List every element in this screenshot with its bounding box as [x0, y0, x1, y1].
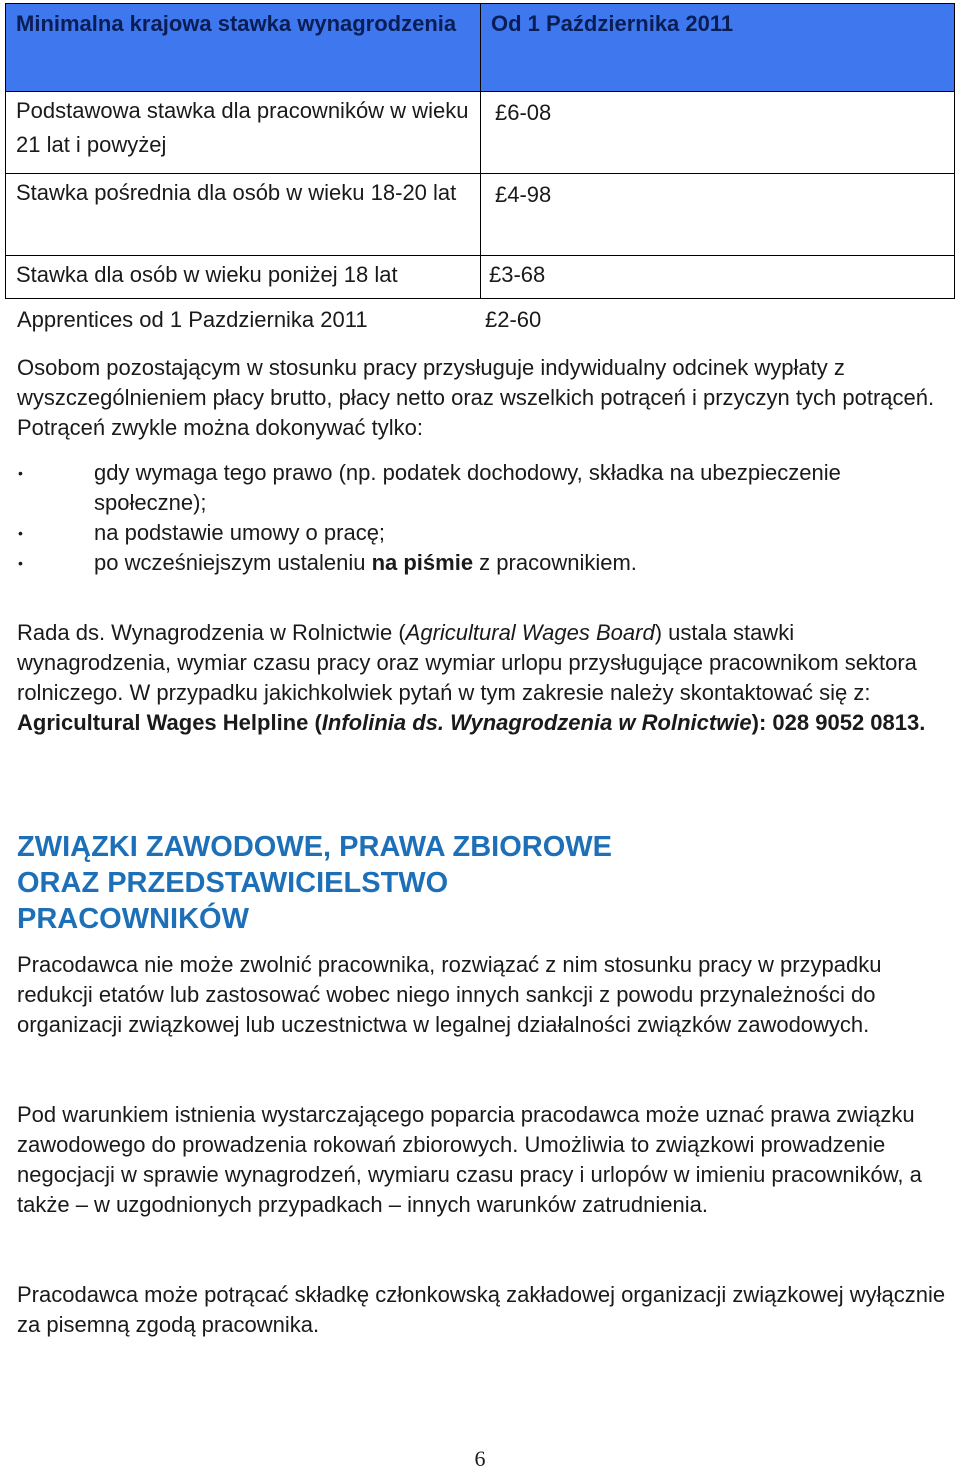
rate-label: Stawka dla osób w wieku poniżej 18 lat: [6, 256, 481, 299]
board-text-rest: ) ustala stawki wynagrodzenia, wymiar czasu pracy oraz wymiar urlopu przysługujące pracownikom sektora rolniczego. W przypadku jakichkolwiek pytań w tym zakresie należy skontaktować się z:: [17, 620, 917, 705]
deductions-list: [17, 458, 947, 578]
board-name-english: Agricultural Wages Board: [405, 620, 655, 645]
list-item-text-end: z pracownikiem.: [473, 550, 637, 575]
apprentices-rate: [17, 305, 947, 339]
deductions-section: [17, 353, 947, 578]
heading-line: ZWIĄZKI ZAWODOWE, PRAWA ZBIOROWE: [17, 831, 612, 863]
paragraph-text: Pracodawca nie może zwolnić pracownika, rozwiązać z nim stosunku pracy w przypadku redukcji etatów lub zastosować wobec niego innych sankcji z powodu przynależności do organizacji związkowej lub uczestnictwa w legalnej działalności związków zawodowych.: [17, 952, 882, 1037]
list-item: [17, 518, 947, 548]
helpline-name: Agricultural Wages Helpline (: [17, 710, 322, 735]
wages-board-paragraph: [17, 618, 947, 738]
bullet-icon: •: [18, 525, 23, 541]
table-row: [6, 92, 955, 174]
minimum-wage-table: [5, 3, 955, 299]
rate-value: £4-98: [481, 174, 955, 256]
apprentices-label: Apprentices od 1 Pazdziernika 2011: [17, 307, 368, 332]
list-item-emphasis: na piśmie: [371, 550, 474, 575]
rate-value: £3-68: [481, 256, 955, 299]
rate-label: Stawka pośrednia dla osób w wieku 18-20 lat: [6, 174, 481, 256]
list-item: [17, 548, 947, 578]
paragraph-text: Pod warunkiem istnienia wystarczającego poparcia pracodawca może uznać prawa związku zawodowego do prowadzenia rokowań zbiorowych. Umożliwia to związkowi prowadzenie negocjacji w sprawie wynagrodzeń, wymiaru czasu pracy i urlopów w imieniu pracowników, a także – w uzgodnionych przypadkach – innych warunków zatrudnienia.: [17, 1102, 922, 1217]
rate-label: Podstawowa stawka dla pracowników w wieku 21 lat i powyżej: [6, 92, 481, 174]
table-header-date: Od 1 Października 2011: [481, 4, 955, 92]
heading-line: ORAZ PRZEDSTAWICIELSTWO: [17, 867, 449, 899]
heading-line: PRACOWNIKÓW: [17, 903, 249, 935]
unions-paragraph-3: [17, 1280, 947, 1340]
unions-paragraph-1: [17, 950, 947, 1040]
list-item-text: gdy wymaga tego prawo (np. podatek dochodowy, składka na ubezpieczenie społeczne);: [94, 460, 841, 515]
bullet-icon: •: [18, 555, 23, 571]
list-item: [17, 458, 947, 518]
unions-paragraph-2: [17, 1100, 947, 1220]
apprentices-value: £2-60: [485, 307, 542, 332]
section-heading: [17, 829, 947, 937]
table-row: [6, 174, 955, 256]
helpline-contact: [17, 708, 947, 738]
table-header-rate: Minimalna krajowa stawka wynagrodzenia: [6, 4, 481, 92]
table-header-row: [6, 4, 955, 92]
page-number: 6: [474, 1446, 486, 1471]
paragraph-text: Pracodawca może potrącać składkę członkowską zakładowej organizacji związkowej wyłącznie za pisemną zgodą pracownika.: [17, 1282, 946, 1337]
rate-value: £6-08: [481, 92, 955, 174]
helpline-number: ): 028 9052 0813.: [751, 710, 926, 735]
deductions-intro: Osobom pozostającym w stosunku pracy przysługuje indywidualny odcinek wypłaty z wyszczególnieniem płacy brutto, płacy netto oraz wszelkich potrąceń i przyczyn tych potrąceń. Potrąceń zwykle można dokonywać tylko:: [17, 355, 935, 440]
list-item-text-start: po wcześniejszym ustaleniu: [94, 550, 372, 575]
table-row: [6, 256, 955, 299]
bullet-icon: •: [18, 465, 23, 481]
list-item-text: na podstawie umowy o pracę;: [94, 520, 386, 545]
board-text-start: Rada ds. Wynagrodzenia w Rolnictwie (: [17, 620, 406, 645]
helpline-name-polish: Infolinia ds. Wynagrodzenia w Rolnictwie: [321, 710, 752, 735]
